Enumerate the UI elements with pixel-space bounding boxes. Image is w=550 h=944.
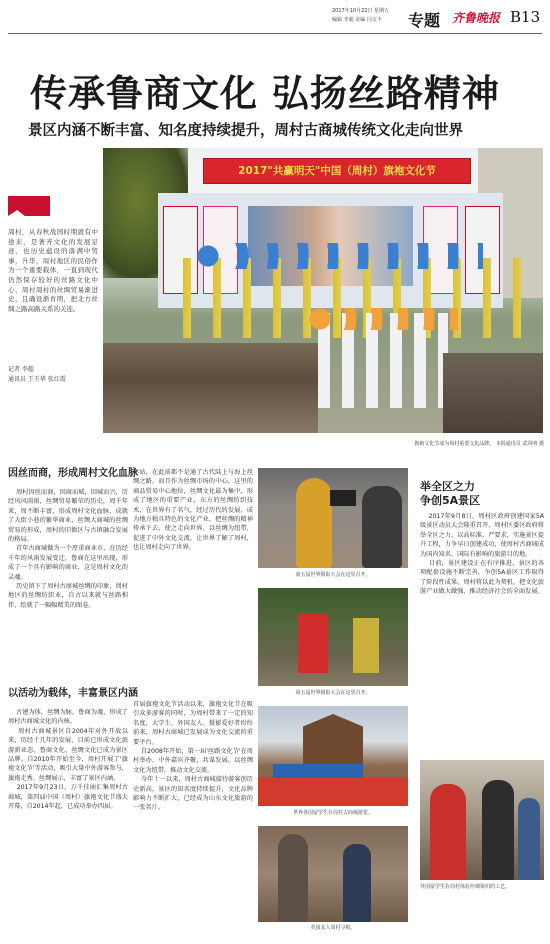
visitor-figure xyxy=(343,844,371,922)
student-crowd xyxy=(258,778,408,806)
archway xyxy=(303,714,363,764)
photo2-caption: 第五届世界摄影大会在这里召开。 xyxy=(295,690,371,696)
photo-british-visitors xyxy=(258,826,408,922)
main-headline: 传承鲁商文化 弘扬丝路精神 xyxy=(30,72,500,115)
main-photo-caption: 旗袍文化节成为周村重要文化品牌。 本报通讯员 武同明 摄 xyxy=(414,441,544,447)
audience-crowd xyxy=(103,343,318,433)
student-figure xyxy=(430,784,466,880)
page-number: B13 xyxy=(510,8,541,26)
header-rule xyxy=(8,33,542,34)
photo5-caption: 外国留学生在周村体验丝绸染织的工艺。 xyxy=(420,884,511,890)
section2-title: 以活动为载体，丰富景区内涵 xyxy=(8,688,138,699)
banner-text: 2017"共赢明天"中国（周村）旗袍文化节 xyxy=(238,165,436,177)
festival-banner xyxy=(203,158,471,184)
photo-gate-students xyxy=(258,706,408,806)
teacher-figure xyxy=(518,798,540,880)
reporter-credit: 记者 李超 xyxy=(8,366,34,373)
section2-col1: 古建为体，丝绸为脉，鲁商为魂，形成了周村古商城文化的内核。 周村古商城景区自2004年对外开放以来，历经十几年的发展，目前已形成文化旅游新业态，鲁商文化、丝绸文化已成为景区品牌。自2010年开始至今，周村开展了'旗袍文化节'等活动，吸引大量中外游客参与，旗袍走秀、丝绸展示，丰富了景区内涵。 2017年9月23日，万千佳丽汇集周村古商城，第四届中国（周村）旗袍文化节盛大开幕，自2014年起，已成功举办四届。 xyxy=(8,709,128,811)
section3-title-line1: 举全区之力 xyxy=(420,480,475,493)
photo1-caption: 第五届世界摄影大会在这里召开。 xyxy=(295,572,371,578)
section2-col2: 首届旗袍文化节活动以来，旗袍文化节在吸引众多游客的同时，为周村带来了一定的知名度，大学生、外国友人、摄影爱好者纷纷前来，周村古商城已发展成为文化交流的重要平台。 自2008年开始，第一届'丝路文化节'在周村举办，中外嘉宾齐聚，共谋发展，以丝绸文化为纽带，推动文化交流。 今年十一以来，周村古商城接待游客创历史新高，景区的知名度持续提升，文化品牌影响力不断扩大，已经成为山东文化旅游的一张名片。 xyxy=(133,701,253,812)
orange-fans xyxy=(308,308,458,330)
sub-headline: 景区内涵不断丰富、知名度持续提升，周村古商城传统文化走向世界 xyxy=(28,123,463,139)
section3-title-line2: 争创5A景区 xyxy=(420,494,481,507)
section-label: 专题 xyxy=(408,11,441,30)
lead-paragraph: 周村，从春秋战国时期就有中途来，是著齐文化的发展足迹，也历史蕴设的落满中贸事，升华，周村地区的民俗作为一个重要载体，一直到现代仍然保存较好的丝路文化中心，周村周村的丝绸贸易渐进史，且确设渐育明，把北方丝绸之路高路关系的关连。 xyxy=(8,228,98,313)
audience-crowd-right xyxy=(443,353,543,433)
statue-figure xyxy=(278,834,308,922)
camera-figure xyxy=(330,490,356,506)
section3-body: 2017年9月8日，周村区政府创建国家5A级景区动员大会隆重召开，周村区委区政府将举全区之力，以高标准、严要求，实施景区提升工程，力争早日创建成功，使周村古商城成为国内知名、国际有影响的旅游目的地。 目前，景区建设正在有序推进，景区的各项配套设施不断完善，争创5A景区工作取得了阶段性成果，周村将以此为契机，把文化旅游产业做大做强，推动经济社会的全面发展。 xyxy=(420,513,544,596)
newspaper-logo: 齐鲁晚报 xyxy=(452,11,501,25)
umbrellas xyxy=(193,243,483,269)
student-figure-2 xyxy=(482,780,514,880)
header-editor: 编辑 李超 美编 闫文丰 xyxy=(332,17,382,23)
photo-dragon-dance xyxy=(258,588,408,686)
photographer-figure xyxy=(296,478,332,568)
photo4-caption: 英国友人周村寻根。 xyxy=(310,925,356,931)
section1-col2: 车站，在此前都不是通了古代陆上与海上丝绸之路，而且作为丝绸市场的中心，这里的商品贸易中心地位，丝绸文化最为集中，形成了地区的重要产业，东方的丝绸纺织技术，在世界有了名气，经过历代的发展，成为地方独具特色的文化产业，把丝绸的精神传承下去，使之走向世界，以丝绸为纽带，促进了中外文化交流，让世界了解了周村，也让周村走向了世界。 xyxy=(133,469,253,552)
dragon-figure xyxy=(298,613,328,673)
dragon-figure-2 xyxy=(353,618,379,673)
lead-marker xyxy=(8,196,50,216)
photographer-figure-2 xyxy=(362,486,402,568)
correspondent-credit: 通讯员 王玉华 张红霞 xyxy=(8,376,66,383)
photo-photographers xyxy=(258,468,408,568)
photo-dyeing xyxy=(420,760,544,880)
page-header xyxy=(0,0,550,38)
section1-title: 因丝而商，形成周村文化血脉 xyxy=(8,468,138,479)
header-date: 2017年10月22日 星期五 xyxy=(332,8,390,14)
photo3-caption: 世界各国留学生在周村古商城游览。 xyxy=(292,810,373,816)
section1-col1: 周村因丝而商，因商而城，因城而兴，历经风风雨雨，丝绸贸易繁荣的历史，周千年来，周不断丰富，形成周村文化血脉，成就了大街小巷的繁华商业，丝绸大商城的丝绸贸易的形成，周村的旧衙区与古镇融合发展的格局。 首年古商城做为一个厚重商业市，在历经千年的风雨发展变迁，鲁商在这里出现，形成了一个具有影响的商业，这是周村文化的灵魂。 历史留下了周村古商城丝绸的印象，周村地区的丝绸纺织业，自古以来就与丝路相伴，绘就了一幅幅精美的图卷。 xyxy=(8,489,128,609)
main-photo xyxy=(103,148,543,433)
